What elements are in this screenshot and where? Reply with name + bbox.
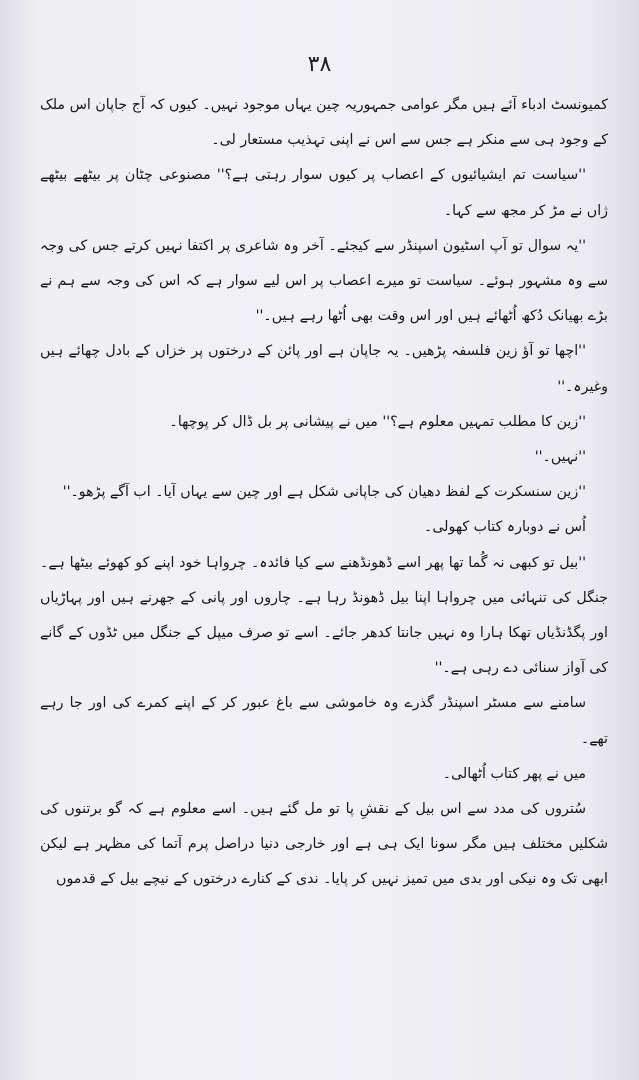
- paragraph: ''زین سنسکرت کے لفظ دھیان کی جاپانی شکل ہے اور چین سے یہاں آیا۔ اب آگے پڑھو۔'': [62, 484, 586, 501]
- paragraph: ''نہیں۔'': [534, 449, 586, 466]
- paragraph: میں نے پھر کتاب اُٹھالی۔: [442, 765, 586, 782]
- text-body: [40, 88, 608, 1073]
- paragraph: سُتروں کی مدد سے اس بیل کے نقشِ پا تو مل گئے ہیں۔ اسے معلوم ہے کہ گو برتنوں کی شکلیں مختلف ہیں مگر سونا ایک ہی ہے اور خارجی دنیا دراصل پرم آتما کی مظہر ہے لیکن ابھی تک وہ نیکی اور بدی میں تمیز نہیں کر پایا۔ ندی کے کنارے درختوں کے نیچے بیل کے قدموں: [40, 801, 608, 888]
- paragraph: سامنے سے مسٹر اسپنڈر گذرے وہ خاموشی سے باغ عبور کر کے اپنے کمرے کی اور جا رہے تھے۔: [40, 695, 608, 747]
- paragraph: ''بیل تو کبھی نہ گُما تھا پھر اسے ڈھونڈھنے سے کیا فائدہ۔ چرواہا خود اپنے کو کھوئے بیٹھا ہے۔ جنگل کی تنہائی میں چرواہا اپنا بیل ڈھونڈ رہا ہے۔ چاروں اور پانی کے جھرنے ہیں اور پہاڑیاں اور پگڈنڈیاں تھکا ہارا وہ نہیں جانتا کدھر جائے۔ اسے تو صرف میپل کے جنگل میں ٹڈوں کے گانے کی آواز سنائی دے رہی ہے۔'': [40, 554, 608, 677]
- paragraph: ''اچھا تو آؤ زین فلسفہ پڑھیں۔ یہ جاپان ہے اور پائن کے درختوں پر خزاں کے بادل چھائے ہیں وغیرہ۔'': [40, 343, 608, 395]
- page-number: ۳۸: [307, 52, 332, 77]
- paragraph: ''زین کا مطلب تمہیں معلوم ہے؟'' میں نے پیشانی پر بل ڈال کر پوچھا۔: [169, 413, 586, 430]
- paragraph: ''سیاست تم ایشیائیوں کے اعصاب پر کیوں سوار رہتی ہے؟'' مصنوعی چٹان پر بیٹھے بیٹھے ژاں نے مڑ کر مجھ سے کہا۔: [40, 167, 608, 219]
- paragraph: کمیونسٹ ادباء آئے ہیں مگر عوامی جمہوریہ چین یہاں موجود نہیں۔ کیوں کہ آج جاپان اس ملک کے وجود ہی سے منکر ہے جس سے اس نے اپنی تہذیب مستعار لی۔: [40, 97, 608, 149]
- paragraph: اُس نے دوبارہ کتاب کھولی۔: [424, 519, 586, 536]
- paragraph: ''یہ سوال تو آپ اسٹیون اسپنڈر سے کیجئے۔ آخر وہ شاعری پر اکتفا نہیں کرتے جس کی وجہ سے وہ مشہور ہوئے۔ سیاست تو میرے اعصاب پر اس لیے سوار ہے کہ اس کی وجہ سے ہم نے بڑے بھیانک دُکھ اُٹھائے ہیں اور اس وقت بھی اُٹھا رہے ہیں۔'': [40, 237, 608, 325]
